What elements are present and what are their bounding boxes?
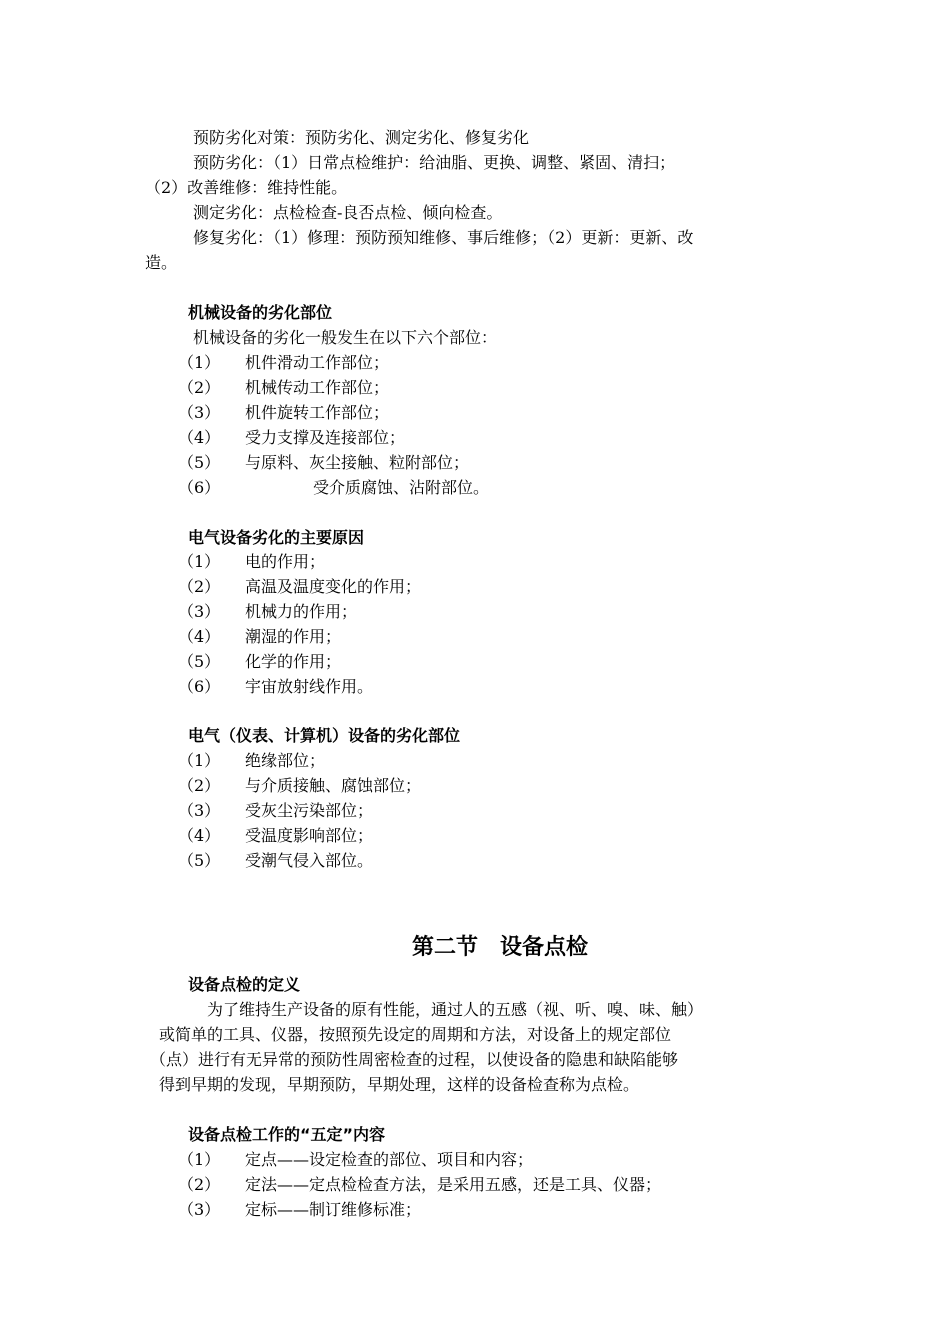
list-number: （2） bbox=[178, 776, 221, 795]
list-text: 绝缘部位； bbox=[245, 751, 326, 770]
intro-line: 测定劣化：点检检查-良否点检、倾向检查。 bbox=[193, 203, 503, 222]
list-number: （4） bbox=[178, 826, 221, 845]
list-number: （4） bbox=[178, 428, 221, 447]
list-number: （1） bbox=[178, 552, 221, 571]
list-number: （2） bbox=[178, 1175, 221, 1194]
list-number: （3） bbox=[178, 602, 221, 621]
intro-line: 预防劣化对策：预防劣化、测定劣化、修复劣化 bbox=[193, 128, 530, 147]
list-text: 潮湿的作用； bbox=[245, 627, 342, 646]
definition-line: 或简单的工具、仪器，按照预先设定的周期和方法，对设备上的规定部位 bbox=[159, 1025, 672, 1044]
list-text: 机械传动工作部位； bbox=[245, 378, 390, 397]
list-text: 受介质腐蚀、沾附部位。 bbox=[313, 478, 490, 497]
list-text: 定点——设定检查的部位、项目和内容； bbox=[245, 1150, 534, 1169]
section-title: 第二节 设备点检 bbox=[412, 935, 589, 960]
list-text: 机件旋转工作部位； bbox=[245, 403, 390, 422]
list-number: （2） bbox=[178, 577, 221, 596]
section-heading: 设备点检工作的“五定”内容 bbox=[188, 1125, 386, 1144]
list-text: 机械力的作用； bbox=[245, 602, 358, 621]
list-number: （5） bbox=[178, 851, 221, 870]
intro-line: （2）改善维修：维持性能。 bbox=[145, 178, 348, 197]
list-text: 受潮气侵入部位。 bbox=[245, 851, 374, 870]
list-text: 化学的作用； bbox=[245, 652, 342, 671]
list-number: （4） bbox=[178, 627, 221, 646]
list-number: （1） bbox=[178, 751, 221, 770]
section-heading: 机械设备的劣化部位 bbox=[188, 303, 333, 322]
list-number: （6） bbox=[178, 677, 221, 696]
list-text: 高温及温度变化的作用； bbox=[245, 577, 422, 596]
list-text: 受灰尘污染部位； bbox=[245, 801, 374, 820]
list-number: （1） bbox=[178, 353, 221, 372]
intro-line: 修复劣化：（1）修理：预防预知维修、事后维修；（2）更新：更新、改 bbox=[193, 228, 694, 247]
section-lead: 机械设备的劣化一般发生在以下六个部位： bbox=[193, 328, 498, 347]
list-text: 定法——定点检检查方法，是采用五感，还是工具、仪器； bbox=[245, 1175, 662, 1194]
list-text: 与原料、灰尘接触、粒附部位； bbox=[245, 453, 470, 472]
list-text: 定标——制订维修标准； bbox=[245, 1200, 422, 1219]
list-text: 机件滑动工作部位； bbox=[245, 353, 390, 372]
definition-line: （点）进行有无异常的预防性周密检查的过程，以使设备的隐患和缺陷能够 bbox=[150, 1050, 679, 1069]
list-number: （2） bbox=[178, 378, 221, 397]
intro-line: 预防劣化：（1）日常点检维护：给油脂、更换、调整、紧固、清扫； bbox=[193, 153, 676, 172]
list-text: 宇宙放射线作用。 bbox=[245, 677, 374, 696]
list-text: 受力支撑及连接部位； bbox=[245, 428, 406, 447]
section-heading: 电气设备劣化的主要原因 bbox=[188, 528, 365, 547]
list-number: （5） bbox=[178, 652, 221, 671]
list-number: （1） bbox=[178, 1150, 221, 1169]
list-number: （5） bbox=[178, 453, 221, 472]
list-number: （3） bbox=[178, 801, 221, 820]
list-text: 受温度影响部位； bbox=[245, 826, 374, 845]
list-text: 与介质接触、腐蚀部位； bbox=[245, 776, 422, 795]
definition-line: 为了维持生产设备的原有性能，通过人的五感（视、听、嗅、味、触） bbox=[207, 1000, 704, 1019]
list-number: （3） bbox=[178, 1200, 221, 1219]
list-item bbox=[178, 850, 374, 938]
list-number: （6） bbox=[178, 478, 221, 497]
intro-line: 造。 bbox=[145, 253, 178, 272]
definition-line: 得到早期的发现，早期预防，早期处理，这样的设备检查称为点检。 bbox=[159, 1075, 640, 1094]
section-heading: 设备点检的定义 bbox=[188, 975, 301, 994]
list-text: 电的作用； bbox=[245, 552, 326, 571]
section-heading: 电气（仪表、计算机）设备的劣化部位 bbox=[188, 726, 461, 745]
list-number: （3） bbox=[178, 403, 221, 422]
list-item bbox=[178, 1199, 422, 1287]
